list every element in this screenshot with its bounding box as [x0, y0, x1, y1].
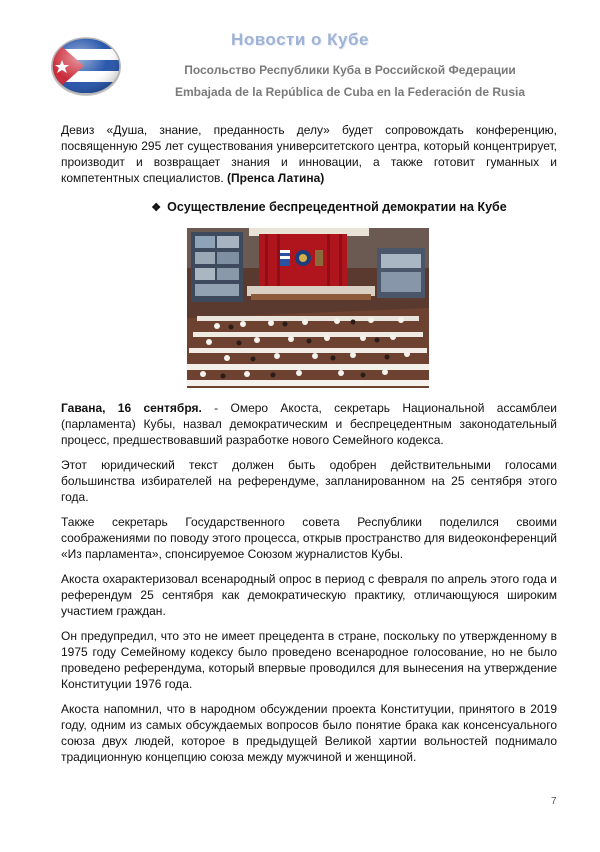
intro-text: Девиз «Душа, знание, преданность делу» будет сопровождать конференцию, посвященную 295 лет существования университетского центра, который концентрирует, производит и возвращает знания и инновации, а также готовит гуманных и компетентных специалистов.	[61, 123, 557, 185]
lead-text: - Омеро Акоста, секретарь Национальной ассамблеи (парламента) Кубы, назвал демократическим и беспрецедентным законодательный процесс, предшествовавший разработке нового Семейного кодекса.	[61, 401, 557, 447]
parliament-session-photo	[187, 228, 429, 388]
diamond-bullet-icon: ❖	[151, 202, 162, 214]
article-paragraph: Акоста охарактеризовал всенародный опрос в период с февраля по апрель этого года и референдум 25 сентября как демократическую практику, отличающуюся широким участием граждан.	[61, 572, 557, 618]
embassy-name-russian: Посольство Республики Куба в Российской Федерации	[184, 63, 516, 77]
section-title	[61, 200, 557, 214]
article-paragraph: Также секретарь Государственного совета Республики поделился своими соображениями по поводу этого процесса, открыв пространство для видеоконференций «Из парламента», спонсируемое Союзом журналистов Кубы.	[61, 515, 557, 561]
article-paragraph: Этот юридический текст должен быть одобрен действительными голосами большинства избирателей на референдуме, запланированном на 25 сентября этого года.	[61, 458, 557, 504]
page-header	[0, 0, 600, 110]
section-title-text: Осуществление беспрецедентной демократии на Кубе	[167, 200, 507, 214]
intro-source: (Пренса Латина)	[227, 171, 325, 185]
lead-paragraph	[61, 400, 557, 448]
article-paragraph: Акоста напомнил, что в народном обсуждении проекта Конституции, принятого в 2019 году, одним из самых обсуждаемых вопросов было понятие брака как консенсуального союза двух людей, которое в предыдущей Великой хартии вольностей поднимало традиционную концепцию союза между мужчиной и женщиной.	[61, 702, 557, 764]
article-body	[61, 122, 557, 774]
news-title: Новости о Кубе	[231, 30, 369, 49]
intro-paragraph	[61, 122, 557, 186]
article-paragraph: Он предупредил, что это не имеет прецедента в стране, поскольку по утвержденному в 1975 году Семейному кодексу было проведено всенародное голосование, но не было проведено референдума, который впервые проводился для вынесения на утверждение Конституции 1976 года.	[61, 629, 557, 691]
page-number: 7	[551, 796, 557, 807]
embassy-name-spanish: Embajada de la República de Cuba en la Federación de Rusia	[174, 85, 526, 99]
lead-dateline: Гавана, 16 сентября.	[61, 401, 202, 415]
